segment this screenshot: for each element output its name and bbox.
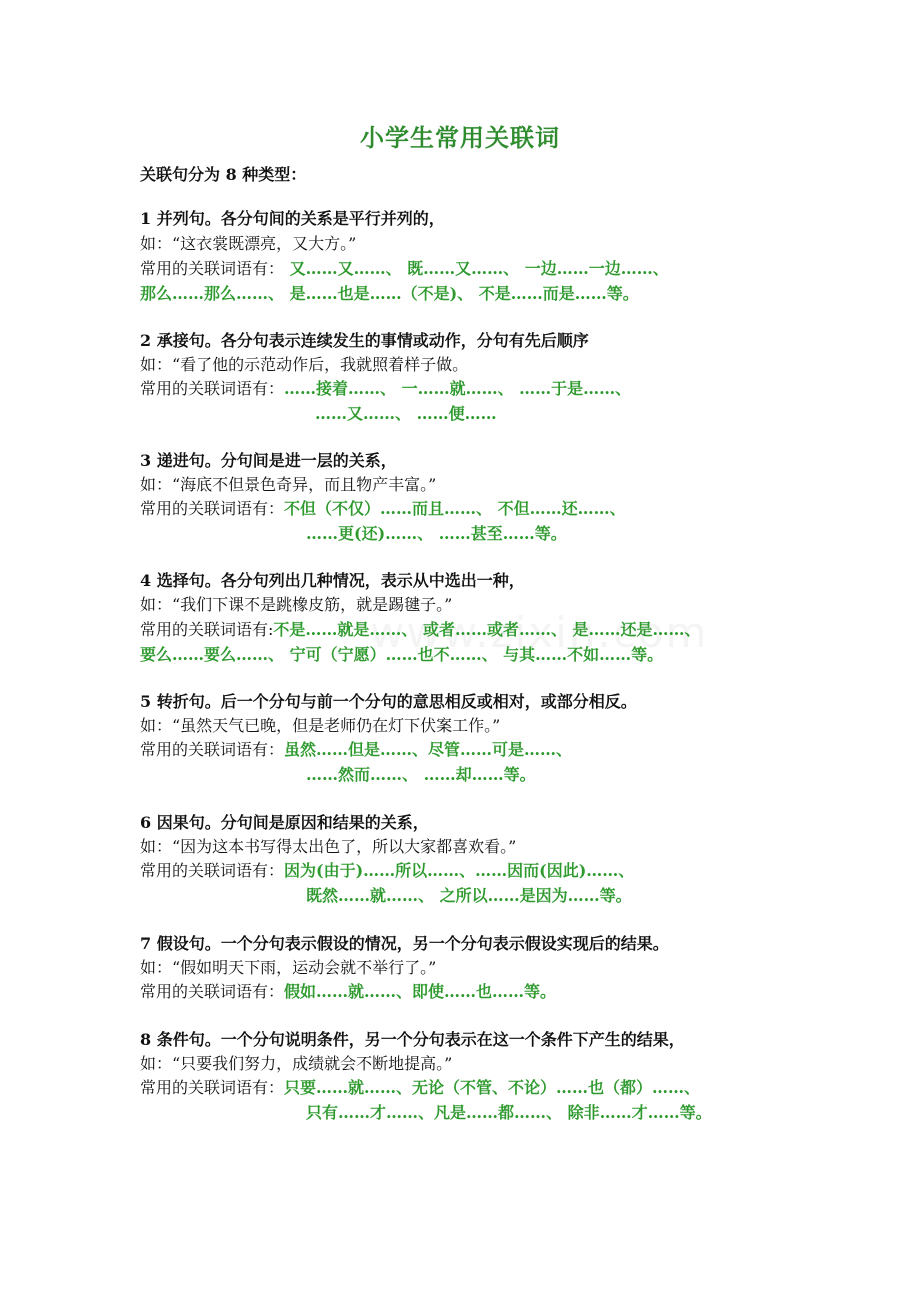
section-4-example: 如：“我们下课不是跳橡皮筋，就是踢毽子。”	[140, 595, 453, 614]
section-1-conjunctions	[140, 258, 669, 280]
section-8-line1: 只要……就……、无论（不管、不论）……也（都）……、	[284, 1078, 701, 1097]
section-7-conjunctions	[140, 981, 556, 1003]
section-6-prefix: 常用的关联词语有：	[140, 861, 285, 880]
section-4-line1: 不是……就是……、 或者……或者……、 是……还是……、	[273, 620, 701, 639]
section-3-line2: ……更(还)……、 ……甚至……等。	[306, 524, 567, 543]
section-6-heading: 6 因果句。分句间是原因和结果的关系，	[140, 813, 429, 832]
section-8-conjunctions	[140, 1077, 700, 1099]
section-3-prefix: 常用的关联词语有：	[140, 499, 285, 518]
document-title: 小学生常用关联词	[360, 123, 560, 152]
section-3-conjunctions	[140, 498, 626, 520]
section-5-heading: 5 转折句。后一个分句与前一个分句的意思相反或相对，或部分相反。	[140, 692, 637, 711]
section-5-prefix: 常用的关联词语有：	[140, 740, 285, 759]
section-5-example: 如：“虽然天气已晚，但是老师仍在灯下伏案工作。”	[140, 716, 501, 735]
section-2-prefix: 常用的关联词语有：	[140, 379, 285, 398]
section-8-example: 如：“只要我们努力，成绩就会不断地提高。”	[140, 1054, 453, 1073]
section-6-conjunctions	[140, 860, 634, 882]
section-1-line2: 那么……那么……、 是……也是……（不是)、 不是……而是……等。	[140, 284, 639, 303]
section-8-line2: 只有……才……、凡是……都……、 除非……才……等。	[306, 1103, 712, 1122]
section-5-line1: 虽然……但是……、尽管……可是……、	[284, 740, 573, 759]
section-8-prefix: 常用的关联词语有：	[140, 1078, 285, 1097]
section-2-line1: ……接着……、 一……就……、 ……于是……、	[284, 379, 632, 398]
section-3-line1: 不但（不仅）……而且……、 不但……还……、	[284, 499, 626, 518]
intro-text: 关联句分为 8 种类型：	[140, 165, 307, 184]
section-2-example: 如：“看了他的示范动作后，我就照着样子做。	[140, 355, 469, 374]
section-1-heading: 1 并列句。各分句间的关系是平行并列的，	[140, 209, 445, 228]
section-6-example: 如：“因为这本书写得太出色了，所以大家都喜欢看。”	[140, 837, 517, 856]
section-2-conjunctions	[140, 378, 631, 400]
section-1-prefix: 常用的关联词语有：	[140, 259, 285, 278]
section-6-line2: 既然……就……、 之所以……是因为……等。	[306, 886, 632, 905]
section-4-conjunctions	[140, 619, 701, 641]
section-4-heading: 4 选择句。各分句列出几种情况，表示从中选出一种，	[140, 571, 525, 590]
section-2-heading: 2 承接句。各分句表示连续发生的事情或动作，分句有先后顺序	[140, 331, 589, 350]
section-2-line2: ……又……、 ……便……	[315, 404, 497, 423]
section-1-line1: 又……又……、 既……又……、 一边……一边……、	[284, 259, 669, 278]
section-6-line1: 因为(由于)……所以……、……因而(因此)……、	[284, 861, 635, 880]
section-7-example: 如：“假如明天下雨，运动会就不举行了。”	[140, 958, 437, 977]
section-7-prefix: 常用的关联词语有：	[140, 982, 285, 1001]
section-3-heading: 3 递进句。分句间是进一层的关系，	[140, 451, 397, 470]
section-3-example: 如：“海底不但景色奇异，而且物产丰富。”	[140, 475, 437, 494]
section-1-example: 如：“这衣裳既漂亮，又大方。”	[140, 234, 357, 253]
section-5-conjunctions	[140, 739, 572, 761]
section-7-heading: 7 假设句。一个分句表示假设的情况，另一个分句表示假设实现后的结果。	[140, 934, 669, 953]
section-4-prefix: 常用的关联词语有:	[140, 620, 274, 639]
section-8-heading: 8 条件句。一个分句说明条件，另一个分句表示在这一个条件下产生的结果，	[140, 1030, 685, 1049]
section-4-line2: 要么……要么……、 宁可（宁愿）……也不……、 与其……不如……等。	[140, 645, 664, 664]
section-7-line1: 假如……就……、即使……也……等。	[284, 982, 557, 1001]
section-5-line2: ……然而……、 ……却……等。	[306, 765, 536, 784]
